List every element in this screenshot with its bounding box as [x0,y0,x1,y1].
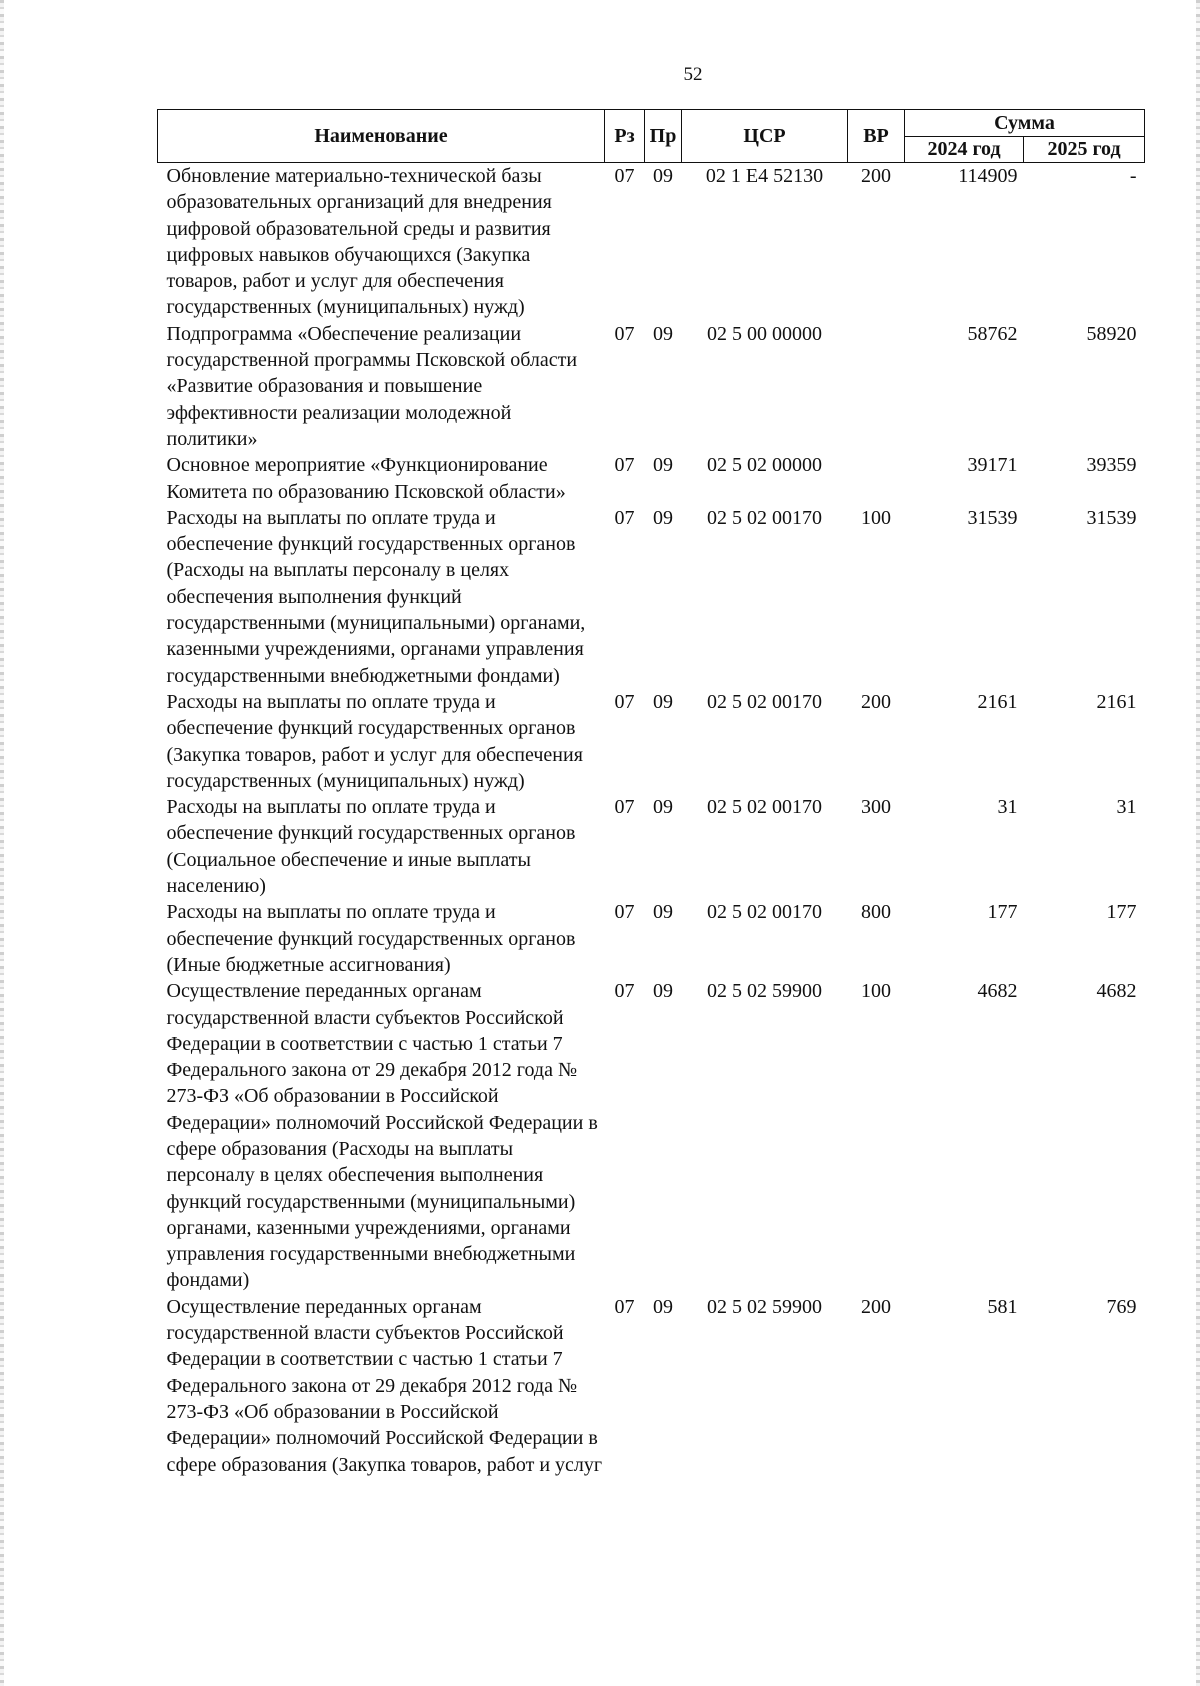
row-csr: 02 5 02 00170 [707,796,822,819]
row-rz: 07 [614,690,635,713]
row-amount-2024: 39171 [967,454,1018,477]
table-row [158,689,1145,794]
row-vr: 200 [861,165,891,187]
row-name: Подпрограмма «Обеспечение реализации государственной программы Псковской области «Развитие образования и повышение эффективности реализации молодежной политики» [166,322,578,450]
row-pr: 09 [653,690,673,713]
row-rz: 07 [614,506,635,529]
table-row [158,978,1145,1294]
row-name: Расходы на выплаты по оплате труда и обеспечение функций государственных органов (Закупка товаров, работ и услуг для обеспечения государственных (муниципальных) нужд) [166,690,583,792]
row-vr: 300 [861,796,891,819]
table-row [158,505,1145,689]
header-year-2024: 2024 год [905,137,1024,163]
row-amount-2024: 2161 [977,690,1018,713]
row-name: Обновление материально-технической базы образовательных организаций для внедрения цифровой образовательной среды и развития цифровых навыков обучающихся (Закупка товаров, работ и услуг для обеспечения государственных (муниципальных) нужд) [166,165,552,319]
row-amount-2025: 39359 [1086,454,1137,477]
row-amount-2024: 581 [987,1295,1018,1318]
row-csr: 02 5 02 00170 [707,901,822,924]
row-csr: 02 5 02 00000 [707,454,822,477]
header-sum: Сумма [905,110,1145,137]
header-csr: ЦСР [682,110,848,163]
row-rz: 07 [614,1295,635,1318]
row-name: Основное мероприятие «Функционирование Комитета по образованию Псковской области» [166,454,566,503]
row-pr: 09 [653,165,673,187]
table-row [158,321,1145,452]
row-amount-2025: 769 [1106,1295,1137,1318]
row-csr: 02 5 02 00170 [707,506,822,529]
row-csr: 02 5 02 59900 [707,1295,822,1318]
row-amount-2025: 58920 [1086,322,1137,345]
row-vr: 200 [861,1295,891,1318]
row-rz: 07 [614,322,635,345]
row-vr: 200 [861,690,891,713]
table-row [158,452,1145,505]
row-amount-2024: 58762 [967,322,1018,345]
table-row [158,899,1145,978]
row-pr: 09 [653,796,673,819]
page-number: 52 [683,64,703,85]
row-amount-2025: 31539 [1086,506,1137,529]
row-vr: 100 [861,506,891,529]
row-pr: 09 [653,454,673,477]
table-row [158,794,1145,899]
row-rz: 07 [614,454,635,477]
header-year-2025: 2025 год [1024,137,1145,163]
header-pr: Пр [645,110,682,163]
table-header [158,110,1145,163]
row-vr [848,321,905,452]
row-vr: 800 [861,901,891,924]
row-amount-2024: 31 [997,796,1018,819]
row-pr: 09 [653,980,673,1003]
budget-table [157,109,1145,1478]
row-csr: 02 1 E4 52130 [705,165,824,187]
scan-edge-right [1196,0,1200,1686]
table-row [158,1294,1145,1478]
row-amount-2024: 177 [987,901,1018,924]
row-name: Расходы на выплаты по оплате труда и обеспечение функций государственных органов (Расходы на выплаты персоналу в целях обеспечения выполнения функций государственными (муниципальными) органами, казенными учреждениями, органами управления государственными внебюджетными фондами) [166,506,586,687]
table-row [158,163,1145,321]
row-rz: 07 [614,980,635,1003]
row-amount-2024: 114909 [958,165,1018,187]
row-amount-2025: 2161 [1096,690,1137,713]
row-name: Осуществление переданных органам государственной власти субъектов Российской Федерации в соответствии с частью 1 статьи 7 Федерального закона от 29 декабря 2012 года № 273-ФЗ «Об образовании в Российской Федерации» полномочий Российской Федерации в сфере образования (Закупка товаров, работ и услуг [166,1295,603,1476]
row-rz: 07 [614,165,635,187]
row-name: Осуществление переданных органам государственной власти субъектов Российской Федерации в соответствии с частью 1 статьи 7 Федерального закона от 29 декабря 2012 года № 273-ФЗ «Об образовании в Российской Федерации» полномочий Российской Федерации в сфере образования (Расходы на выплаты персоналу в целях обеспечения выполнения функций государственными (муниципальными) органами, казенными учреждениями, органами управления государственными внебюджетными фондами) [166,980,598,1292]
row-vr: 100 [861,980,891,1003]
row-csr: 02 5 02 00170 [707,690,822,713]
row-name: Расходы на выплаты по оплате труда и обеспечение функций государственных органов (Социальное обеспечение и иные выплаты населению) [166,796,576,898]
row-rz: 07 [614,796,635,819]
row-amount-2024: 4682 [977,980,1018,1003]
table-body [158,163,1145,1478]
row-rz: 07 [614,901,635,924]
row-amount-2025: 177 [1106,901,1137,924]
row-csr: 02 5 02 59900 [707,980,822,1003]
row-pr: 09 [653,506,673,529]
header-vr: ВР [848,110,905,163]
row-pr: 09 [653,322,673,345]
row-amount-2025: 31 [1116,796,1137,819]
header-name: Наименование [158,110,605,163]
row-csr: 02 5 00 00000 [707,322,822,345]
row-name: Расходы на выплаты по оплате труда и обеспечение функций государственных органов (Иные бюджетные ассигнования) [166,901,576,976]
scan-edge-left [0,0,4,1686]
row-amount-2025: - [1129,165,1137,187]
row-pr: 09 [653,1295,673,1318]
header-rz: Рз [605,110,645,163]
row-vr [848,452,905,505]
row-amount-2025: 4682 [1096,980,1137,1003]
row-pr: 09 [653,901,673,924]
row-amount-2024: 31539 [967,506,1018,529]
